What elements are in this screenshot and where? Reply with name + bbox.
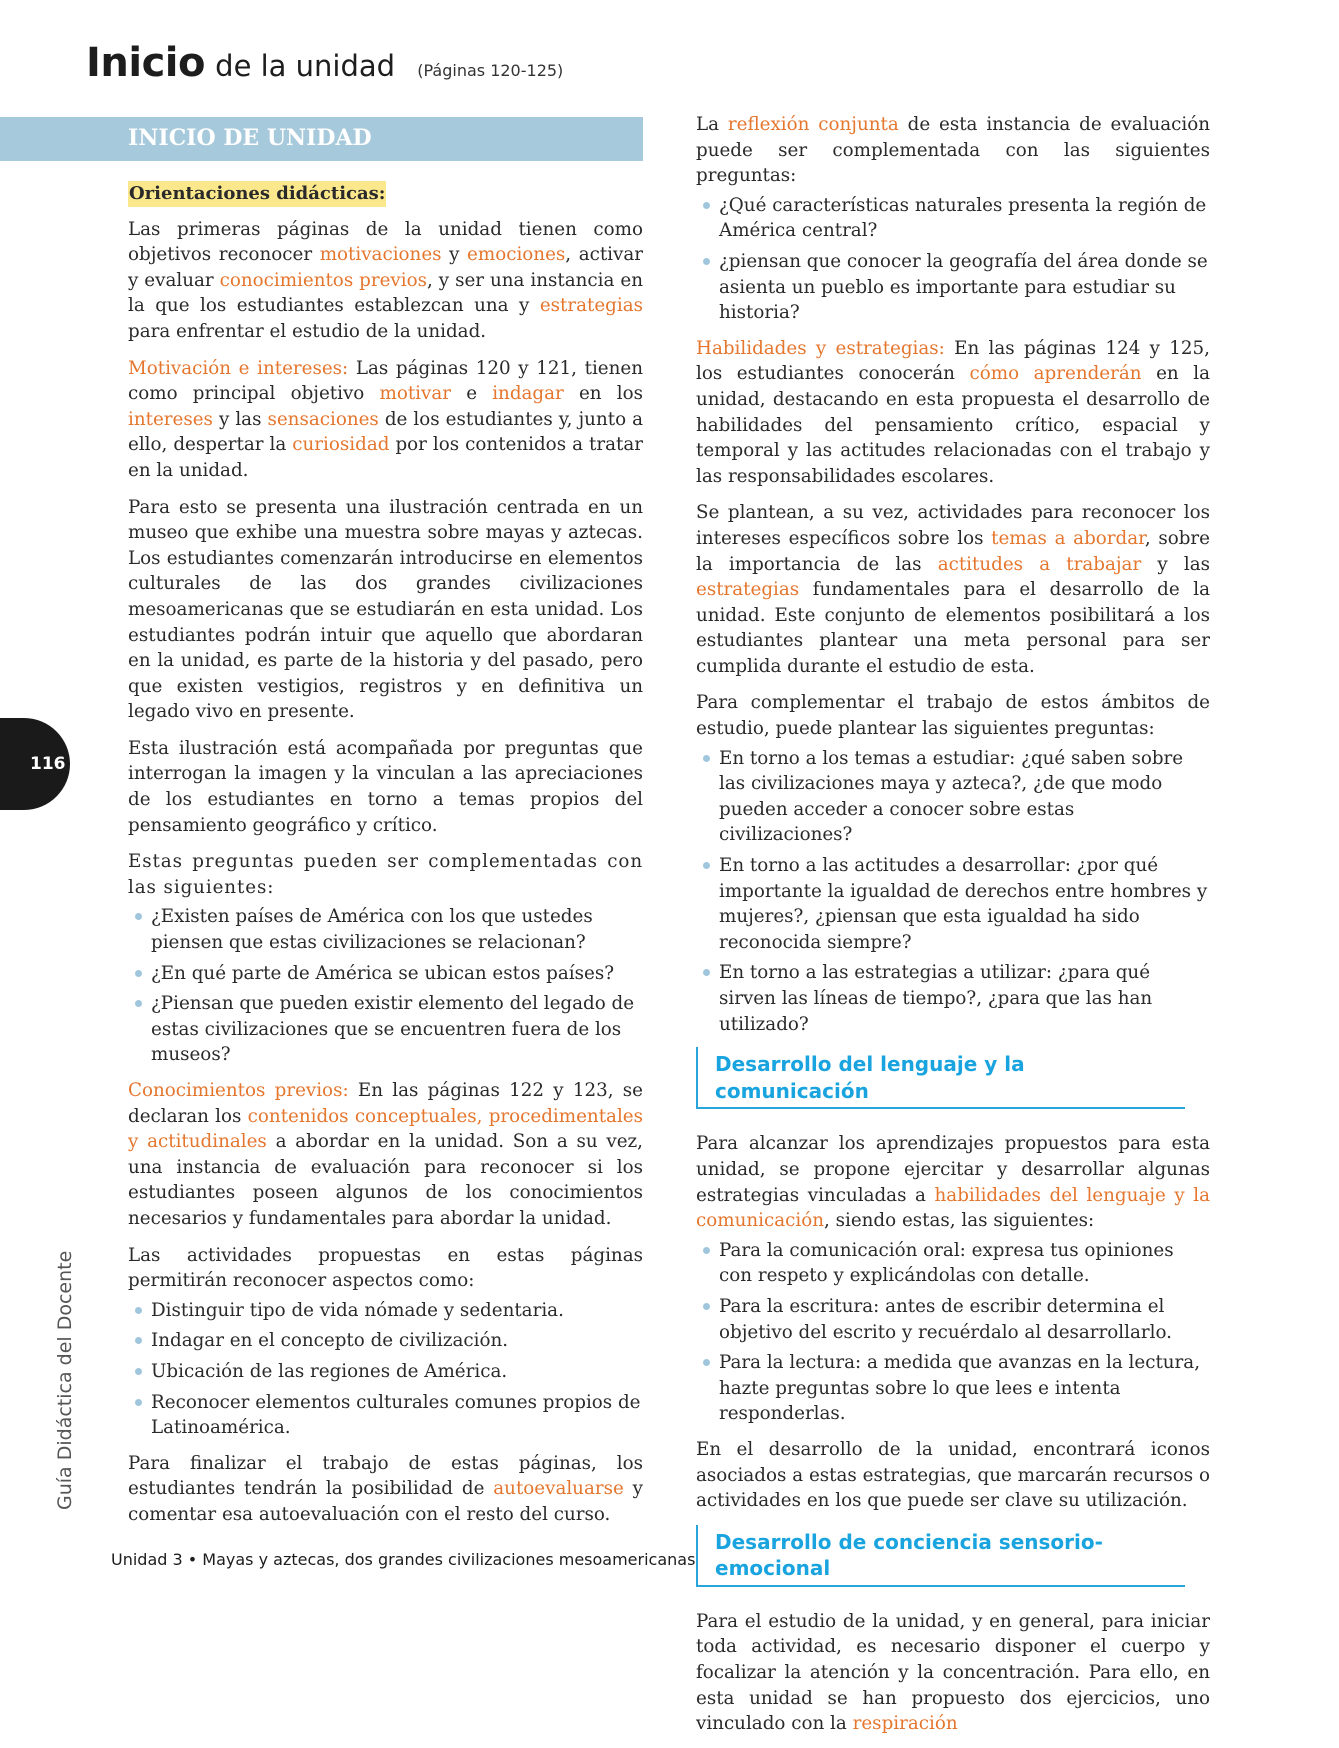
text-run: por los contenidos a tratar en la unidad. [128, 434, 643, 481]
section-heading-sensorio [696, 1525, 1185, 1587]
orientaciones-title: Orientaciones didácticas: [128, 181, 386, 207]
keyword: estrategias [539, 295, 643, 317]
left-column [128, 112, 643, 1539]
text-run: en la unidad, destacando en esta propuesta el desarrollo de habilidades del pensamiento crítico, espacial y temporal y las actitudes relacionadas con el trabajo y las responsabilidades escolares. [696, 363, 1210, 487]
text-run: Las primeras páginas de la unidad tienen como objetivos reconocer [128, 218, 643, 266]
keyword-heading: Habilidades y estrategias: [696, 337, 945, 359]
page-footer: Unidad 3 • Mayas y aztecas, dos grandes civilizaciones mesoamericanas [111, 1550, 696, 1569]
paragraph-reflexion [696, 112, 1210, 189]
text-run: fundamentales para el desarrollo de la unidad. Este conjunto de elementos posibilitará a los estudiantes plantear una meta personal para ser cumplida durante el estudio de esta. [696, 579, 1210, 677]
paragraph-complemento: Estas preguntas pueden ser complementadas con las siguientes: [128, 851, 643, 898]
text-run: de esta instancia de evaluación puede ser complementada con las siguientes preguntas: [696, 114, 1210, 187]
keyword: curiosidad [292, 434, 390, 456]
paragraph-intro [128, 217, 643, 345]
text-run: de los estudiantes y, junto a ello, despertar la [128, 408, 644, 456]
text-run: , activar y evaluar [128, 244, 643, 291]
paragraph-complementar: Para complementar el trabajo de estos ámbitos de estudio, puede plantear las siguientes preguntas: [696, 692, 1210, 740]
list-item: Para la escritura: antes de escribir determina el objetivo del escrito y recuérdalo al desarrollarlo. [696, 1294, 1210, 1345]
list-item: Para la lectura: a medida que avanzas en la lectura, hazte preguntas sobre lo que lees e intenta responderlas. [696, 1350, 1210, 1427]
aspect-list [128, 1298, 643, 1441]
text-run: y las [1141, 553, 1210, 575]
text-run: a abordar en la unidad. Son a su vez, una instancia de evaluación para reconocer si los estudiantes poseen algunos de los conocimientos necesarios y fundamentales para abordar la unidad. [128, 1131, 643, 1229]
side-label: Guía Didáctica del Docente [54, 1250, 76, 1510]
keyword-heading: Conocimientos previos: [128, 1080, 349, 1101]
question-list [696, 193, 1210, 326]
strategy-list [696, 1238, 1210, 1427]
list-item: Reconocer elementos culturales comunes propios de Latinoamérica. [128, 1390, 643, 1441]
text-run: Para alcanzar los aprendizajes propuestos para esta unidad, se propone ejercitar y desarrollar algunas estrategias vinculadas a [696, 1133, 1210, 1206]
keyword: emociones [467, 244, 566, 266]
keyword: autoevaluarse [493, 1478, 624, 1500]
text-run: e [451, 383, 493, 405]
keyword-heading: Motivación e intereses: [128, 357, 349, 379]
text-run: , sobre la importancia de las [696, 527, 1210, 575]
text-run: En las páginas 124 y 125, los estudiantes conocerán [696, 337, 1210, 385]
paragraph-intereses [696, 500, 1210, 679]
list-item: ¿Qué características naturales presenta la región de América central? [696, 193, 1210, 244]
keyword: reflexión conjunta [727, 114, 899, 135]
page-title [86, 40, 563, 86]
list-item: ¿Existen países de América con los que ustedes piensen que estas civilizaciones se relacionan? [128, 904, 643, 955]
keyword: respiración [852, 1713, 958, 1735]
text-run: Para el estudio de la unidad, y en general, para iniciar toda actividad, es necesario disponer el cuerpo y focalizar la atención y la concentración. Para ello, en esta unidad se han propuesto dos ejercicios, uno vinculado con la [696, 1610, 1210, 1735]
paragraph-habilidades [696, 336, 1210, 490]
page-title-rest: de la unidad [215, 49, 396, 83]
text-run: , y ser una instancia en la que los estudiantes establezcan una y [128, 269, 643, 317]
text-run: Se plantean, a su vez, actividades para reconocer los intereses específicos sobre los [696, 502, 1210, 549]
question-list [128, 904, 643, 1068]
list-item: ¿En qué parte de América se ubican estos países? [128, 961, 643, 987]
text-run: y las [212, 408, 268, 430]
paragraph-actividades: Las actividades propuestas en estas páginas permitirán reconocer aspectos como: [128, 1244, 643, 1292]
keyword: temas a abordar [991, 527, 1145, 549]
keyword: motivaciones [319, 244, 442, 266]
section-banner [0, 117, 643, 161]
text-run: para enfrentar el estudio de la unidad. [128, 320, 487, 342]
paragraph-preguntas: Esta ilustración está acompañada por preguntas que interrogan la imagen y la vinculan a las apreciaciones de los estudiantes en torno a temas propios del pensamiento geográfico y crítico. [128, 737, 643, 836]
list-item: En torno a las actitudes a desarrollar: ¿por qué importante la igualdad de derechos entre hombres y mujeres?, ¿piensan que esta igualdad ha sido reconocida siempre? [696, 853, 1210, 955]
list-item: Distinguir tipo de vida nómade y sedentaria. [128, 1298, 643, 1324]
text-run: y comentar esa autoevaluación con el resto del curso. [128, 1478, 643, 1525]
paragraph-sensorio [696, 1609, 1210, 1737]
keyword: contenidos conceptuales, procedimentales y actitudinales [128, 1105, 644, 1153]
paragraph-conocimientos [128, 1078, 643, 1232]
paragraph-lenguaje [696, 1131, 1210, 1233]
section-heading-text: Desarrollo de conciencia sensorio-emocional [715, 1529, 1103, 1581]
keyword: motivar [379, 383, 451, 405]
banner-title: INICIO DE UNIDAD [128, 125, 372, 152]
paragraph-motivacion [128, 356, 643, 484]
text-run: , siendo estas, las siguientes: [823, 1210, 1095, 1232]
right-column [696, 112, 1210, 1748]
list-item: ¿piensan que conocer la geografía del área donde se asienta un pueblo es importante para estudiar su historia? [696, 249, 1210, 326]
text-run: En las páginas 122 y 123, se declaran los [128, 1080, 643, 1127]
keyword: actitudes a trabajar [937, 553, 1142, 575]
text-run: en los [563, 383, 643, 405]
text-run: La [696, 114, 728, 135]
list-item: Ubicación de las regiones de América. [128, 1359, 643, 1385]
keyword: intereses [128, 408, 213, 430]
section-heading-lenguaje [696, 1047, 1185, 1109]
text-run: y [441, 244, 468, 266]
text-run: Las páginas 120 y 121, tienen como principal objetivo [128, 357, 643, 405]
page-range: (Páginas 120-125) [417, 61, 564, 80]
keyword: indagar [492, 383, 564, 405]
list-item: En torno a las estrategias a utilizar: ¿para qué sirven las líneas de tiempo?, ¿para que las han utilizado? [696, 960, 1210, 1037]
keyword: cómo aprenderán [969, 363, 1142, 385]
list-item: ¿Piensan que pueden existir elemento del legado de estas civilizaciones que se encuentren fuera de los museos? [128, 991, 643, 1068]
page-number: 116 [30, 754, 66, 774]
keyword: conocimientos previos [219, 269, 427, 291]
keyword: estrategias [696, 579, 800, 601]
list-item: Para la comunicación oral: expresa tus opiniones con respeto y explicándolas con detalle. [696, 1238, 1210, 1289]
question-list [696, 746, 1210, 1038]
paragraph-finalizar [128, 1451, 643, 1528]
page-number-tab [0, 718, 70, 810]
keyword: sensaciones [267, 408, 379, 430]
list-item: Indagar en el concepto de civilización. [128, 1328, 643, 1354]
section-heading-text: Desarrollo del lenguaje y la comunicación [715, 1052, 1025, 1103]
keyword: habilidades del lenguaje y la comunicación [696, 1184, 1210, 1232]
text-run: Para finalizar el trabajo de estas páginas, los estudiantes tendrán la posibilidad de [128, 1452, 643, 1500]
list-item: En torno a los temas a estudiar: ¿qué saben sobre las civilizaciones maya y azteca?, ¿de que modo pueden acceder a conocer sobre estas civilizaciones? [696, 746, 1210, 848]
paragraph-ilustracion: Para esto se presenta una ilustración centrada en un museo que exhibe una muestra sobre mayas y aztecas. Los estudiantes comenzarán introducirse en elementos culturales de las dos grandes civilizaciones mesoamericanas que se estudiarán en esta unidad. Los estudiantes podrán intuir que aquello que abordaran en la unidad, es parte de la historia y del pasado, pero que existen vestigios, registros y en definitiva un legado vivo en presente. [128, 496, 643, 723]
paragraph-iconos: En el desarrollo de la unidad, encontrará iconos asociados a estas estrategias, que marcarán recursos o actividades en los que puede ser clave su utilización. [696, 1438, 1210, 1512]
page-title-main: Inicio [86, 40, 205, 86]
